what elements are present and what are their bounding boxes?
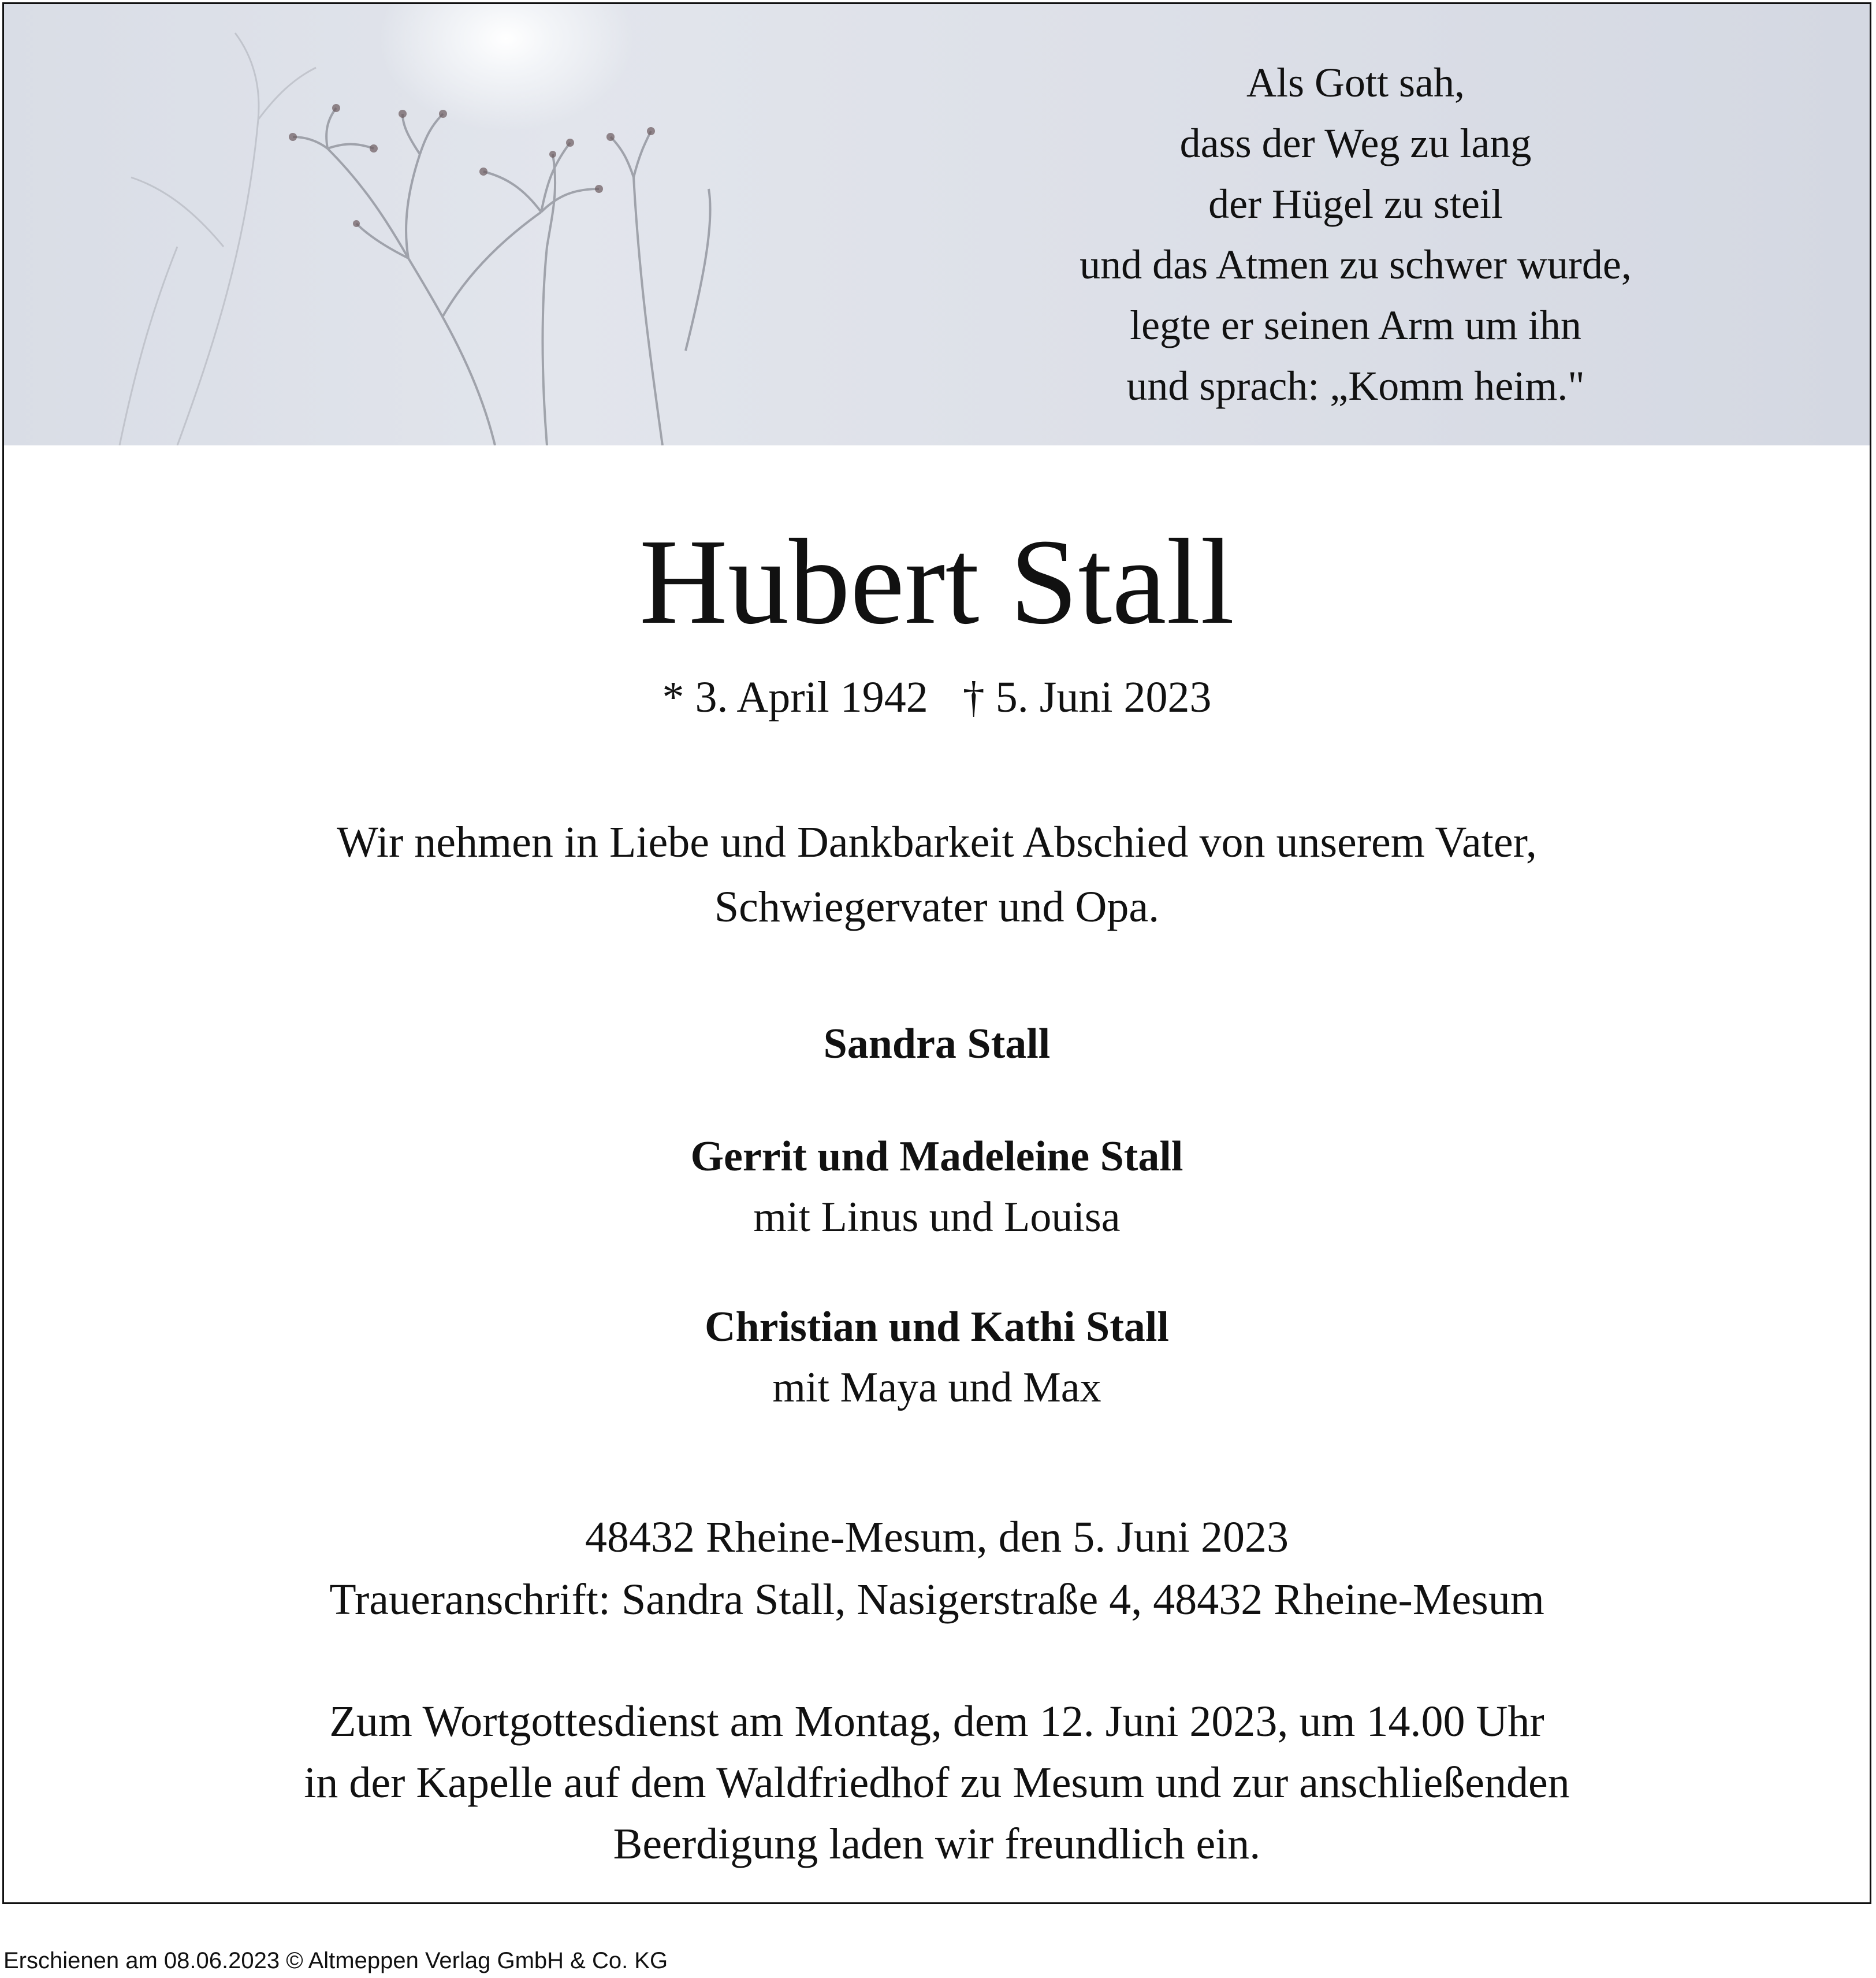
mourning-address-line: Traueranschrift: Sandra Stall, Nasigerstraße 4, 48432 Rheine-Mesum [329,1575,1544,1624]
farewell-line: Schwiegervater und Opa. [714,883,1160,931]
publication-footer: Erschienen am 08.06.2023 © Altmeppen Verlag GmbH & Co. KG [3,1948,668,1973]
service-line: Beerdigung laden wir freundlich ein. [613,1820,1261,1868]
poem-line: legte er seinen Arm um ihn [1130,302,1581,348]
mourner-name: Gerrit und Madeleine Stall [690,1133,1183,1180]
poem-line: und sprach: „Komm heim." [1126,363,1585,409]
farewell-line: Wir nehmen in Liebe und Dankbarkeit Abschied von unserem Vater, [337,818,1537,867]
dried-plant-image [4,4,813,445]
mourner-children: mit Maya und Max [772,1364,1101,1411]
poem-line: dass der Weg zu lang [1179,120,1532,166]
poem-line: der Hügel zu steil [1208,181,1503,227]
mourner-name: Christian und Kathi Stall [705,1303,1169,1351]
service-line: in der Kapelle auf dem Waldfriedhof zu Mesum und zur anschließenden [304,1758,1570,1807]
header-image-banner [4,4,1870,445]
death-date: † 5. Juni 2023 [962,673,1212,722]
service-line: Zum Wortgottesdienst am Montag, dem 12. Juni 2023, um 14.00 Uhr [329,1697,1544,1746]
poem [986,53,1725,417]
obituary-notice [2,2,1871,1904]
mourner-children: mit Linus und Louisa [753,1194,1121,1241]
birth-date: * 3. April 1942 [662,673,928,722]
place-date-line: 48432 Rheine-Mesum, den 5. Juni 2023 [585,1513,1289,1561]
service-invitation [4,1691,1870,1875]
farewell-text [4,810,1870,939]
deceased-name: Hubert Stall [639,514,1235,649]
poem-line: und das Atmen zu schwer wurde, [1080,241,1632,288]
life-dates [4,668,1870,726]
place-and-address [4,1506,1870,1631]
mourner-name: Sandra Stall [823,1020,1051,1068]
poem-line: Als Gott sah, [1246,60,1465,106]
